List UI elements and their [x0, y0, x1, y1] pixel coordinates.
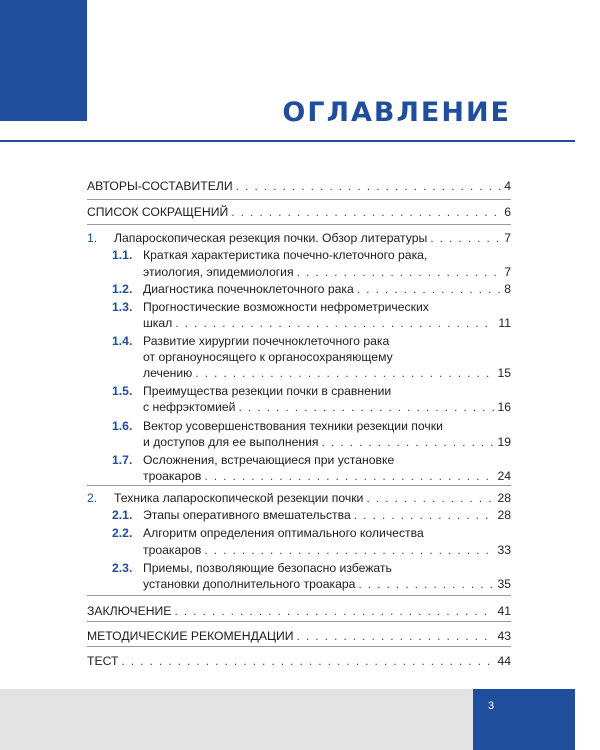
- toc-page-number: 44: [497, 654, 511, 668]
- toc-entry-text: Техника лапароскопической резекции почки: [114, 491, 364, 505]
- toc-entry-text: ТЕСТ: [87, 654, 119, 668]
- toc-leader-dots: [195, 365, 494, 381]
- toc-entry-section-1-4[interactable]: [143, 365, 511, 381]
- toc-entry-text: и доступов для ее выполнения: [143, 435, 319, 449]
- toc-divider: [87, 621, 511, 622]
- toc-entry-text: Приемы, позволяющие безопасно избежать: [143, 561, 392, 575]
- toc-entry-text: этиология, эпидемиология: [143, 265, 294, 279]
- toc-page-number: 33: [497, 543, 511, 557]
- toc-section-number: 2.3.: [112, 561, 133, 575]
- toc-entry-text: ЗАКЛЮЧЕНИЕ: [87, 604, 172, 618]
- toc-entry-section-1-6[interactable]: [143, 434, 511, 450]
- toc-leader-dots: [357, 281, 501, 297]
- toc-section-number: 1.5.: [112, 384, 133, 398]
- toc-entry-text: лечению: [143, 366, 193, 380]
- footer-page-block: [473, 689, 575, 750]
- toc-entry-section-1-7[interactable]: [143, 468, 511, 484]
- toc-entry-text: Алгоритм определения оптимального количества: [143, 526, 424, 540]
- header-color-block: [0, 0, 87, 121]
- toc-leader-dots: [236, 178, 502, 194]
- toc-entry-methods[interactable]: [87, 628, 511, 644]
- toc-entry-text: Осложнения, встречающиеся при установке: [143, 453, 395, 467]
- toc-entry-section-1-3[interactable]: [143, 315, 511, 331]
- toc-divider: [87, 199, 511, 200]
- toc-entry-text: троакаров: [143, 543, 202, 557]
- toc-page-number: 24: [497, 469, 511, 483]
- toc-entry-text: СПИСОК СОКРАЩЕНИЙ: [87, 205, 229, 219]
- toc-page-number: 7: [504, 231, 511, 245]
- toc-entry-text: АВТОРЫ-СОСТАВИТЕЛИ: [87, 179, 233, 193]
- page-number: 3: [488, 700, 495, 712]
- toc-entry-text: Развитие хирургии почечноклеточного рака: [143, 334, 390, 348]
- toc-entry-section-2-2[interactable]: [143, 542, 511, 558]
- page-title: ОГЛАВЛЕНИЕ: [282, 97, 511, 128]
- footer-gray-band: [0, 689, 473, 750]
- toc-entry-text: Краткая характеристика почечно-клеточного рака,: [143, 248, 428, 262]
- toc-entry-text: Этапы оперативного вмешательства: [143, 508, 351, 522]
- toc-entry-abbreviations[interactable]: [87, 204, 511, 220]
- toc-page-number: 7: [504, 265, 511, 279]
- toc-leader-dots: [175, 315, 495, 331]
- toc-leader-dots: [238, 399, 494, 415]
- toc-leader-dots: [358, 576, 494, 592]
- toc-entry-text: шкал: [143, 316, 173, 330]
- toc-page-number: 11: [498, 316, 511, 330]
- toc-section-number: 1.7.: [112, 453, 133, 467]
- toc-entry-authors[interactable]: [87, 178, 511, 194]
- toc-page-number: 8: [504, 282, 511, 296]
- toc-page-number: 28: [497, 508, 511, 522]
- toc-divider: [87, 485, 511, 486]
- toc-entry-text: с нефрэктомией: [143, 400, 236, 414]
- toc-entry-text: Вектор усовершенствования техники резекции почки: [143, 419, 443, 433]
- toc-page-number: 15: [497, 366, 511, 380]
- toc-chapter-number: 2.: [87, 491, 98, 505]
- toc-entry-text: МЕТОДИЧЕСКИЕ РЕКОМЕНДАЦИИ: [87, 629, 294, 643]
- toc-page-number: 28: [497, 491, 511, 505]
- toc-page-number: 6: [504, 205, 511, 219]
- toc-page-number: 4: [504, 179, 511, 193]
- toc-entry-text: Лапароскопическая резекция почки. Обзор литературы: [114, 231, 428, 245]
- toc-section-number: 2.1.: [112, 508, 133, 522]
- toc-page-number: 16: [497, 400, 511, 414]
- toc-section-number: 2.2.: [112, 526, 133, 540]
- title-underline: [0, 140, 575, 142]
- toc-leader-dots: [297, 264, 502, 280]
- toc-divider: [87, 224, 511, 225]
- toc-entry-section-2-1[interactable]: [143, 507, 511, 523]
- toc-page-number: 41: [497, 604, 511, 618]
- toc-entry-test[interactable]: [87, 653, 511, 669]
- toc-divider: [87, 646, 511, 647]
- toc-chapter-number: 1.: [87, 231, 98, 245]
- toc-entry-text: от органоуносящего к органосохраняющему: [143, 350, 393, 364]
- toc-entry-chapter-2[interactable]: [114, 490, 511, 506]
- toc-entry-section-2-3[interactable]: [143, 576, 511, 592]
- toc-entry-text: Прогностические возможности нефрометрических: [143, 300, 429, 314]
- toc-entry-text: троакаров: [143, 469, 202, 483]
- toc-leader-dots: [204, 468, 494, 484]
- toc-leader-dots: [366, 490, 494, 506]
- toc-leader-dots: [121, 653, 494, 669]
- toc-entry-conclusion[interactable]: [87, 603, 511, 619]
- toc-leader-dots: [204, 542, 494, 558]
- toc-entry-section-1-1[interactable]: [143, 264, 511, 280]
- toc-page-number: 35: [497, 577, 511, 591]
- toc-divider: [87, 595, 511, 596]
- toc-section-number: 1.3.: [112, 300, 133, 314]
- toc-section-number: 1.4.: [112, 334, 133, 348]
- toc-page-number: 19: [497, 435, 511, 449]
- toc-entry-text: Диагностика почечноклеточного рака: [143, 282, 354, 296]
- toc-page-number: 43: [497, 629, 511, 643]
- toc-section-number: 1.6.: [112, 419, 133, 433]
- toc-entry-section-1-2[interactable]: [143, 281, 511, 297]
- toc-entry-section-1-5[interactable]: [143, 399, 511, 415]
- toc-entry-text: Преимущества резекции почки в сравнении: [143, 384, 392, 398]
- toc-leader-dots: [430, 230, 501, 246]
- toc-entry-chapter-1[interactable]: [114, 230, 511, 246]
- toc-section-number: 1.2.: [112, 282, 133, 296]
- toc-leader-dots: [321, 434, 494, 450]
- toc-section-number: 1.1.: [112, 248, 133, 262]
- toc-leader-dots: [174, 603, 494, 619]
- toc-leader-dots: [297, 628, 495, 644]
- toc-leader-dots: [231, 204, 501, 220]
- toc-leader-dots: [354, 507, 495, 523]
- toc-entry-text: установки дополнительного троакара: [143, 577, 356, 591]
